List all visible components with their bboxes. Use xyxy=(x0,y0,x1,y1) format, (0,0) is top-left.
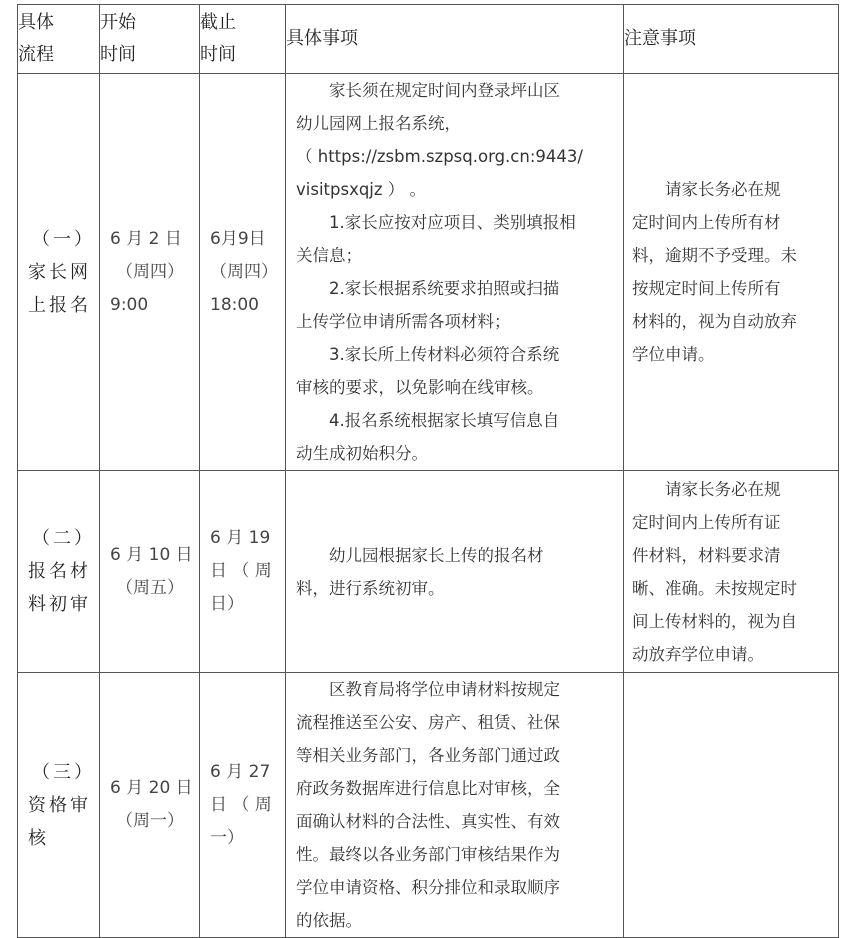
notes-cell xyxy=(624,471,839,673)
notes-line: 按规定时间上传所有 xyxy=(632,279,781,298)
matters-line: 2.家长根据系统要求拍照或扫描 xyxy=(329,279,560,298)
matters-link[interactable]: visitpsxqjz ） 。 xyxy=(296,180,427,199)
notes-line: 定时间内上传所有证 xyxy=(632,512,781,532)
matters-line: 的依据。 xyxy=(296,911,362,930)
matters-line: 3.家长所上传材料必须符合系统 xyxy=(329,345,560,364)
header-row xyxy=(18,5,839,74)
matters-line: 4.报名系统根据家长填写信息自 xyxy=(329,411,560,430)
matters-cell xyxy=(286,673,624,938)
stage-name-line: 料初审 xyxy=(28,594,91,615)
stage-name-line: 上报名 xyxy=(28,294,91,316)
matters-line: 幼儿园网上报名系统， xyxy=(296,114,461,133)
end-time-line: （周四） xyxy=(210,261,278,282)
stage-number: （三） xyxy=(32,761,95,783)
header-process-line: 流程 xyxy=(18,44,54,65)
matters-cell xyxy=(286,74,624,471)
notes-line: 学位申请。 xyxy=(632,345,715,364)
end-time-line: 18:00 xyxy=(210,294,259,315)
end-time-line: 日 （ 周 xyxy=(210,561,272,581)
matters-line: 动生成初始积分。 xyxy=(296,444,428,463)
stage-cell xyxy=(18,673,100,938)
table-row xyxy=(18,673,839,938)
stage-number: （一） xyxy=(32,228,95,250)
header-end xyxy=(200,5,286,74)
end-time-line: 6月9日 xyxy=(210,228,266,249)
start-time-line: （周一） xyxy=(116,811,184,831)
header-end-line: 截止 xyxy=(200,12,236,33)
notes-line: 定时间内上传所有材 xyxy=(632,213,781,232)
start-time-cell xyxy=(100,471,200,673)
header-start xyxy=(100,5,200,74)
matters-line: 区教育局将学位申请材料按规定 xyxy=(329,680,560,699)
notes-line: 间上传材料的，视为自 xyxy=(632,611,797,631)
header-process xyxy=(18,5,100,74)
end-time-line: 6 月 19 xyxy=(210,528,271,548)
stage-name-line: 核 xyxy=(28,827,49,849)
stage-number: （二） xyxy=(32,528,95,549)
end-time-line: 6 月 27 xyxy=(210,761,271,782)
matters-line: 性。最终以各业务部门审核结果作为 xyxy=(296,845,560,864)
stage-name-line: 报名材 xyxy=(28,561,91,582)
end-time-line: 日 （ 周 xyxy=(210,794,272,815)
notes-line: 动放弃学位申请。 xyxy=(632,644,764,664)
header-start-line: 开始 xyxy=(100,12,136,33)
matters-line: 府政务数据库进行信息比对审核，全 xyxy=(296,779,560,798)
end-time-cell xyxy=(200,471,286,673)
notes-line: 料，逾期不予受理。未 xyxy=(632,246,797,265)
stage-name-line: 家长网 xyxy=(28,261,91,283)
matters-line: 1.家长应按对应项目、类别填报相 xyxy=(329,213,576,232)
header-start-line: 时间 xyxy=(100,44,136,65)
matters-line: 家长须在规定时间内登录坪山区 xyxy=(329,81,560,100)
start-time-cell xyxy=(100,673,200,938)
table-row xyxy=(18,74,839,471)
matters-cell xyxy=(286,471,624,673)
notes-line: 材料的，视为自动放弃 xyxy=(632,312,797,331)
start-time-line: 9:00 xyxy=(110,294,149,315)
notes-line: 件材料，材料要求清 xyxy=(632,545,781,565)
header-process-line: 具体 xyxy=(18,12,54,33)
end-time-cell xyxy=(200,74,286,471)
matters-link[interactable]: （ https://zsbm.szpsq.org.cn:9443/ xyxy=(296,147,583,166)
matters-line: 等相关业务部门，各业务部门通过政 xyxy=(296,746,560,765)
end-time-cell xyxy=(200,673,286,938)
end-time-line: 日） xyxy=(210,594,244,614)
start-time-line: 6 月 2 日 xyxy=(110,228,182,249)
matters-line: 面确认材料的合法性、真实性、有效 xyxy=(296,812,560,831)
matters-line: 关信息； xyxy=(296,246,362,265)
matters-line: 幼儿园根据家长上传的报名材 xyxy=(329,545,544,565)
matters-line: 学位申请资格、积分排位和录取顺序 xyxy=(296,878,560,897)
matters-line: 审核的要求，以免影响在线审核。 xyxy=(296,378,544,397)
start-time-cell xyxy=(100,74,200,471)
notes-cell-empty xyxy=(624,673,839,938)
table-row xyxy=(18,471,839,673)
start-time-line: 6 月 10 日 xyxy=(110,544,193,565)
end-time-line: 一） xyxy=(210,827,244,848)
notes-line: 请家长务必在规 xyxy=(665,479,781,499)
notes-line: 晰、准确。未按规定时 xyxy=(632,578,797,598)
notes-line: 请家长务必在规 xyxy=(665,180,781,199)
matters-line: 流程推送至公安、房产、租赁、社保 xyxy=(296,713,560,732)
matters-line: 料，进行系统初审。 xyxy=(296,578,445,598)
header-notes: 注意事项 xyxy=(624,5,839,74)
header-matters: 具体事项 xyxy=(286,5,624,74)
stage-cell xyxy=(18,471,100,673)
start-time-line: （周四） xyxy=(116,261,184,282)
start-time-line: （周五） xyxy=(116,577,184,598)
stage-name-line: 资格审 xyxy=(28,794,91,816)
header-end-line: 时间 xyxy=(200,44,236,65)
start-time-line: 6 月 20 日 xyxy=(110,778,193,798)
stage-cell xyxy=(18,74,100,471)
notes-cell xyxy=(624,74,839,471)
schedule-table xyxy=(17,4,839,938)
matters-line: 上传学位申请所需各项材料； xyxy=(296,312,511,331)
